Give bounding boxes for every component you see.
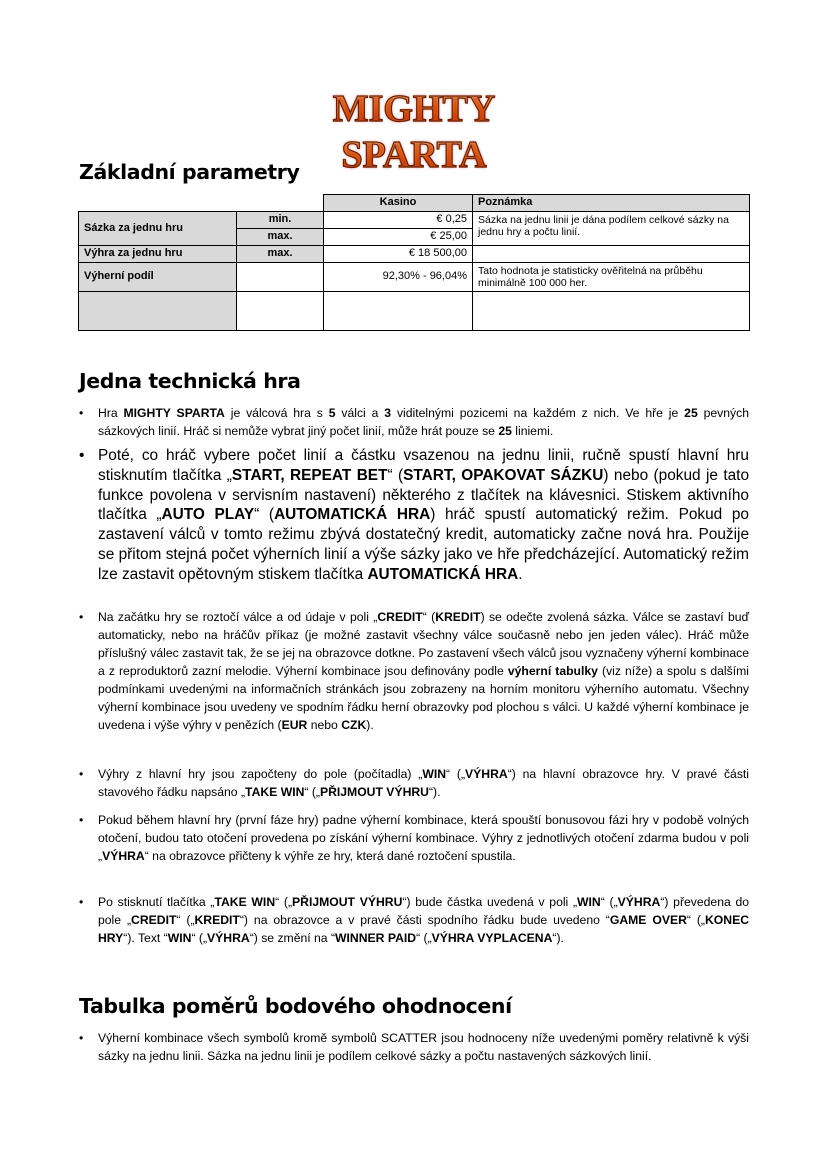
rtp-label: Výherní podíl [79, 262, 237, 291]
win-value: € 18 500,00 [324, 245, 473, 262]
heading-payout-table: Tabulka poměrů bodového ohodnocení [79, 994, 512, 1018]
table-row [79, 262, 750, 291]
min-value: € 0,25 [324, 211, 473, 228]
list-item: • Na začátku hry se roztočí válce a od údaje v poli „CREDIT“ (KREDIT) se odečte zvolená sázka. Válce se zastaví buď automaticky, nebo na hráčův příkaz (je možné zastavit všechny válce současně nebo jen jeden válec). Hráč může příslušný válec zastavit tak, že se jej na obrazovce dotkne. Po zastavení všech válců jsou vyznačeny výherní kombinace a z reproduktorů zazní melodie. Výherní kombinace jsou definovány podle výherní tabulky (viz níže) a spolu s dalšími podmínkami uvedenými na informačních stránkách jsou zobrazeny na horním monitoru výherního automatu. Všechny výherní kombinace jsou uvedeny ve spodním řádku herní obrazovky pod plochou s válci. U každé výherní kombinace je uvedena i výše výhry v penězích (EUR nebo CZK). [79, 608, 749, 734]
payout-table-list [79, 1029, 749, 1065]
list-item: • Výhry z hlavní hry jsou započteny do pole (počítadla) „WIN“ („VÝHRA“) na hlavní obrazovce hry. V pravé části stavového řádku napsáno „TAKE WIN“ („PŘIJMOUT VÝHRU“). [79, 765, 749, 801]
technical-game-list-large [79, 446, 749, 585]
rtp-value: 92,30% - 96,04% [324, 262, 473, 291]
win-label: Výhra za jednu hru [79, 245, 237, 262]
table-row [79, 291, 750, 330]
header-note: Poznámka [473, 195, 750, 212]
heading-basic-parameters: Základní parametry [79, 160, 300, 184]
list-item: • Poté, co hráč vybere počet linií a částku vsazenou na jednu linii, ručně spustí hlavní hru stisknutím tlačítka „START, REPEAT BET“ (START, OPAKOVAT SÁZKU) nebo (pokud je tato funkce povolena v servisním nastavení) některého z tlačítek na klávesnici. Stiskem aktivního tlačítka „AUTO PLAY“ (AUTOMATICKÁ HRA) hráč spustí automatický režim. Pokud po zastavení válců v tomto režimu zbývá dostatečný kredit, automaticky začne nová hra. Použije se přitom stejná počet výherních linií a výše sázky jako ve hře předcházející. Automatický režim lze zastavit opětovným stiskem tlačítka AUTOMATICKÁ HRA. [79, 446, 749, 585]
max-label: max. [237, 228, 324, 245]
header-casino: Kasino [324, 195, 473, 212]
list-item: • Po stisknutí tlačítka „TAKE WIN“ („PŘIJMOUT VÝHRU“) bude částka uvedená v poli „WIN“ („VÝHRA“) převedena do pole „CREDIT“ („KREDIT“) na obrazovce a v pravé části spodního řádku bude uvedeno “GAME OVER“ („KONEC HRY“). Text “WIN“ („VÝHRA“) se změní na “WINNER PAID“ („VÝHRA VYPLACENA“). [79, 893, 749, 947]
table-header-row [79, 195, 750, 212]
technical-game-list [79, 404, 749, 440]
max-value: € 25,00 [324, 228, 473, 245]
rtp-note: Tato hodnota je statisticky ověřitelná na průběhu minimálně 100 000 her. [473, 262, 750, 291]
list-item: • Hra MIGHTY SPARTA je válcová hra s 5 válci a 3 viditelnými pozicemi na každém z nich. Ve hře je 25 pevných sázkových linií. Hráč si nemůže vybrat jiný počet linií, může hrát pouze se 25 liniemi. [79, 404, 749, 440]
logo-text: MIGHTY SPARTA [332, 88, 496, 176]
parameters-table [78, 194, 750, 331]
technical-game-list-3 [79, 765, 749, 801]
heading-technical-game: Jedna technická hra [79, 369, 301, 393]
win-max-label: max. [237, 245, 324, 262]
technical-game-list-2 [79, 608, 749, 734]
bet-label: Sázka za jednu hru [79, 211, 237, 245]
list-item: • Pokud během hlavní hry (první fáze hry) padne výherní kombinace, která spouští bonusovou fázi hry v podobě volných otočení, budou tato otočení provedena po získání výherní kombinace. Výhry z jednotlivých otočení zdarma budou v poli „VÝHRA“ na obrazovce přičteny k výhře ze hry, která dané roztočení spustila. [79, 811, 749, 865]
bet-note: Sázka na jednu linii je dána podílem celkové sázky na jednu hry a počtu linií. [473, 211, 750, 245]
min-label: min. [237, 211, 324, 228]
technical-game-list-4 [79, 811, 749, 865]
table-row [79, 245, 750, 262]
table-row [79, 211, 750, 228]
logo [258, 86, 570, 176]
list-item: • Výherní kombinace všech symbolů kromě symbolů SCATTER jsou hodnoceny níže uvedenými poměry relativně k výši sázky na jednu linii. Sázka na jednu linii je podílem celkové sázky a počtu nastavených sázkových linií. [79, 1029, 749, 1065]
technical-game-list-5 [79, 893, 749, 947]
